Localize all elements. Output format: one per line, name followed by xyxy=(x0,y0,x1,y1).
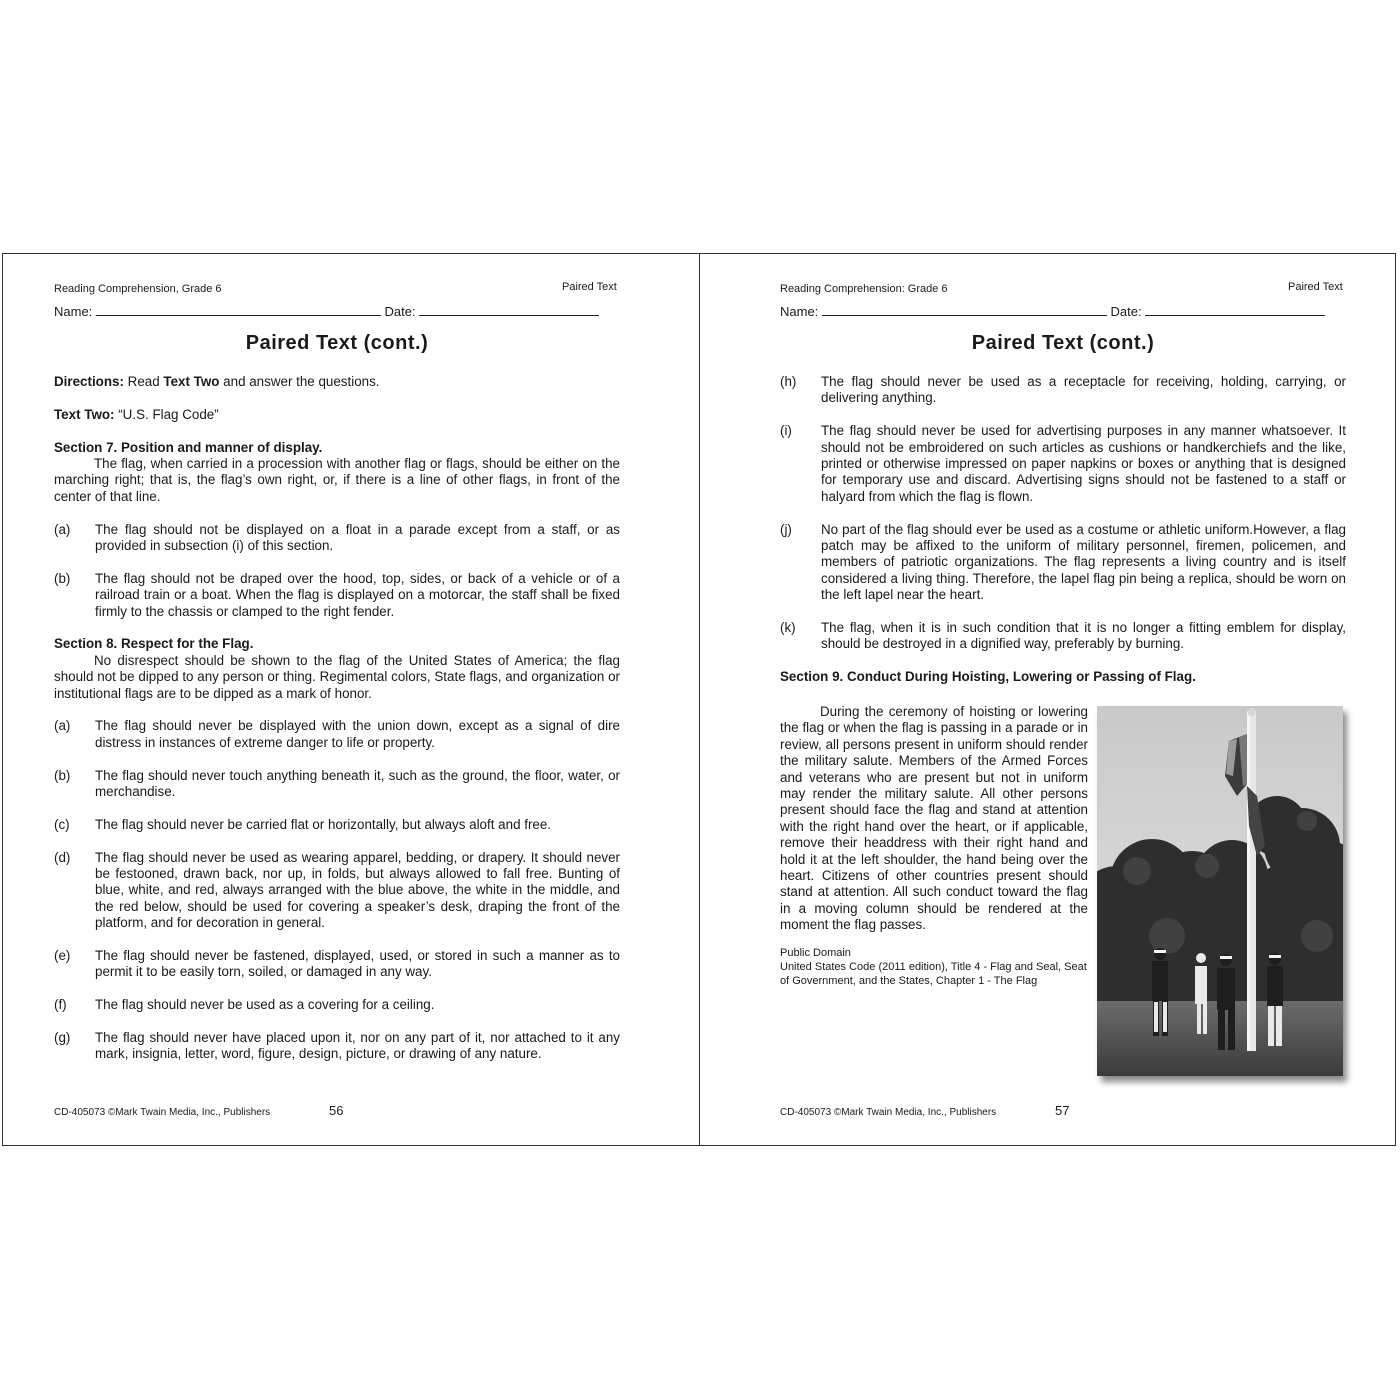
page-title: Paired Text (cont.) xyxy=(971,332,1155,354)
list-item: (b) The flag should not be draped over the hood, top, sides, or back of a vehicle or of a railroad train or a boat. When the flag is displayed on a motorcar, the staff shall be fixed firmly to the chassis or clamped to the right fender. xyxy=(54,570,620,619)
list-item: (a) The flag should not be displayed on a float in a parade except from a staff, or as provided in subsection (i) of this section. xyxy=(54,521,620,554)
date-blank[interactable] xyxy=(419,303,599,316)
left-body xyxy=(54,374,620,1063)
name-date-row xyxy=(54,303,599,319)
list-item: (b) The flag should never touch anything beneath it, such as the ground, the floor, water, or merchandise. xyxy=(54,767,620,800)
list-item: (g) The flag should never have placed upon it, nor on any part of it, nor attached to it any mark, insignia, letter, word, figure, design, picture, or drawing of any nature. xyxy=(54,1030,620,1062)
section-9-text xyxy=(780,704,1088,988)
running-header: Reading Comprehension: Grade 6 xyxy=(780,283,948,295)
photo-illustration xyxy=(1097,706,1343,1076)
section-label: Paired Text xyxy=(1288,281,1343,293)
running-header: Reading Comprehension, Grade 6 xyxy=(54,283,222,295)
left-page xyxy=(3,254,700,1145)
source-credit: Public Domain United States Code (2011 edition), Title 4 - Flag and Seal, Seat of Government, and the States, Chapter 1 - The Flag xyxy=(780,946,1087,987)
directions: Directions: Read Text Two and answer the questions. xyxy=(54,374,380,389)
list-item: (e) The flag should never be fastened, displayed, used, or stored in such a manner as to permit it to be easily torn, soiled, or damaged in any way. xyxy=(54,948,620,980)
page-number: 57 xyxy=(1055,1103,1070,1118)
list-item: (a) The flag should never be displayed with the union down, except as a signal of dire distress in instances of extreme danger to life or property. xyxy=(54,718,620,750)
list-item: (j) No part of the flag should ever be used as a costume or athletic uniform.However, a flag patch may be affixed to the uniform of military personnel, firemen, policemen, and members of patriotic organizations. The flag represents a living country and is itself considered a living thing. Therefore, the lapel flag pin being a replica, should be worn on the left lapel near the heart. xyxy=(780,521,1346,603)
date-blank[interactable] xyxy=(1145,303,1325,316)
name-label: Name: xyxy=(54,304,93,319)
text-two-label: Text Two: “U.S. Flag Code” xyxy=(54,406,219,422)
list-item: (i) The flag should never be used for advertising purposes in any manner whatsoever. It should not be embroidered on such articles as cushions or handkerchiefs and the like, printed or otherwise impressed on paper napkins or boxes or anything that is designed for temporary use and discard. Advertising signs should not be fastened to a staff or halyard from which the flag is flown. xyxy=(780,423,1346,504)
list-item: (f) The flag should never be used as a covering for a ceiling. xyxy=(54,997,435,1013)
section-8-paragraph: No disrespect should be shown to the flag of the United States of America; the flag should not be dipped to any person or thing. Regimental colors, State flags, and organization or institutional flags are to be dipped as a mark of honor. xyxy=(54,652,620,701)
list-item: (k) The flag, when it is in such condition that it is no longer a fitting emblem for display, should be destroyed in a dignified way, preferably by burning. xyxy=(780,620,1346,652)
list-item: (c) The flag should never be carried flat or horizontally, but always aloft and free. xyxy=(54,816,552,832)
date-label: Date: xyxy=(1110,304,1142,319)
right-body xyxy=(780,374,1346,686)
page-footer: CD-405073 ©Mark Twain Media, Inc., Publishers xyxy=(780,1107,997,1118)
right-page xyxy=(700,254,1395,1145)
page-footer: CD-405073 ©Mark Twain Media, Inc., Publishers xyxy=(54,1107,271,1118)
name-blank[interactable] xyxy=(822,303,1107,316)
section-9-heading: Section 9. Conduct During Hoisting, Lowering or Passing of Flag. xyxy=(780,669,1196,685)
section-9-paragraph: During the ceremony of hoisting or lowering the flag or when the flag is passing in a parade or in review, all persons present in uniform should render the military salute. Members of the Armed Forces and veterans who are present but not in uniform may render the military salute. All other persons present should face the flag and stand at attention with the right hand over the heart, or if applicable, remove their headdress with their right hand and hold it at the left shoulder, the hand being over the heart. Citizens of other countries present should stand at attention. All such conduct toward the flag in a moving column should be rendered at the moment the flag passes. xyxy=(780,704,1088,933)
name-label: Name: xyxy=(780,304,819,319)
section-7-paragraph: The flag, when carried in a procession with another flag or flags, should be either on the marching right; that is, the flag’s own right, or, if there is a line of other flags, in front of the center of that line. xyxy=(54,456,620,504)
list-item: (d) The flag should never be used as wearing apparel, bedding, or drapery. It should never be festooned, drawn back, nor up, in folds, but always allowed to fall free. Bunting of blue, white, and red, always arranged with the blue above, the white in the middle, and the red below, should be used for covering a speaker’s desk, draping the front of the platform, and for decoration in general. xyxy=(54,849,620,931)
page-title: Paired Text (cont.) xyxy=(245,332,429,354)
section-7-heading: Section 7. Position and manner of display. xyxy=(54,439,323,455)
date-label: Date: xyxy=(384,304,416,319)
section-label: Paired Text xyxy=(562,281,617,293)
flag-raising-photo xyxy=(1097,706,1343,1076)
section-8-heading: Section 8. Respect for the Flag. xyxy=(54,636,254,652)
page-number: 56 xyxy=(329,1103,344,1118)
name-blank[interactable] xyxy=(96,303,381,316)
book-spread xyxy=(2,253,1396,1146)
name-date-row xyxy=(780,303,1325,319)
list-item: (h) The flag should never be used as a receptacle for receiving, holding, carrying, or delivering anything. xyxy=(780,374,1346,406)
